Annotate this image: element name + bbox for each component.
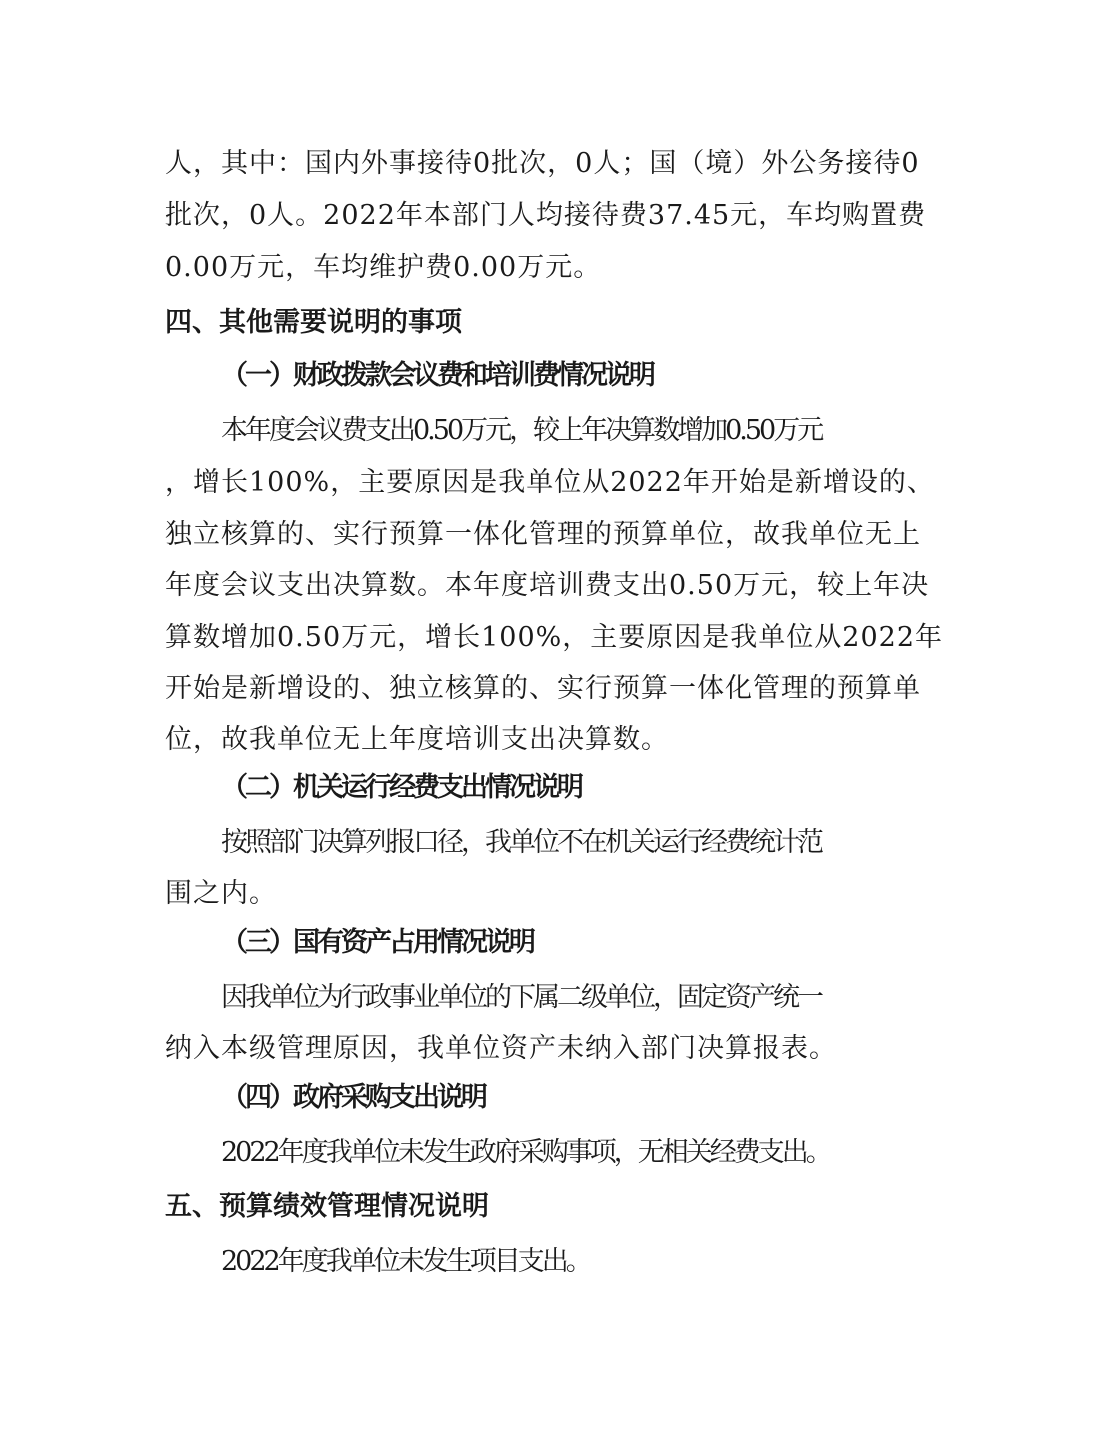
paragraph-line: 本年度会议费支出0.50万元，较上年决算数增加0.50万元 bbox=[221, 415, 822, 446]
paragraph-line: 独立核算的、实行预算一体化管理的预算单位，故我单位无上 bbox=[165, 519, 921, 550]
subsection-heading-3: （三）国有资产占用情况说明 bbox=[221, 927, 533, 958]
paragraph-line: 按照部门决算列报口径，我单位不在机关运行经费统计范 bbox=[221, 827, 821, 858]
paragraph-line: 2022年度我单位未发生政府采购事项，无相关经费支出。 bbox=[221, 1137, 830, 1168]
paragraph-line: 围之内。 bbox=[165, 878, 277, 909]
paragraph-line: 年度会议支出决算数。本年度培训费支出0.50万元，较上年决 bbox=[165, 570, 930, 601]
paragraph-line: 因我单位为行政事业单位的下属二级单位，固定资产统一 bbox=[221, 982, 821, 1013]
paragraph-line: 位，故我单位无上年度培训支出决算数。 bbox=[165, 724, 669, 755]
paragraph-line: 算数增加0.50万元，增长100%，主要原因是我单位从2022年 bbox=[165, 622, 944, 653]
paragraph-line: 2022年度我单位未发生项目支出。 bbox=[221, 1246, 590, 1277]
subsection-heading-4: （四）政府采购支出说明 bbox=[221, 1082, 485, 1113]
section-heading-4: 四、其他需要说明的事项 bbox=[165, 307, 462, 338]
paragraph-line: 人，其中：国内外事接待0批次，0人；国（境）外公务接待0 bbox=[165, 148, 920, 179]
paragraph-line: 开始是新增设的、独立核算的、实行预算一体化管理的预算单 bbox=[165, 673, 921, 704]
paragraph-line: 纳入本级管理原因，我单位资产未纳入部门决算报表。 bbox=[165, 1033, 837, 1064]
subsection-heading-2: （二）机关运行经费支出情况说明 bbox=[221, 772, 581, 803]
section-heading-5: 五、预算绩效管理情况说明 bbox=[165, 1191, 489, 1222]
paragraph-line: ，增长100%，主要原因是我单位从2022年开始是新增设的、 bbox=[165, 467, 935, 498]
paragraph-line: 批次，0人。2022年本部门人均接待费37.45元，车均购置费 bbox=[165, 200, 927, 231]
subsection-heading-1: （一）财政拨款会议费和培训费情况说明 bbox=[221, 360, 653, 391]
paragraph-line: 0.00万元，车均维护费0.00万元。 bbox=[165, 252, 602, 283]
